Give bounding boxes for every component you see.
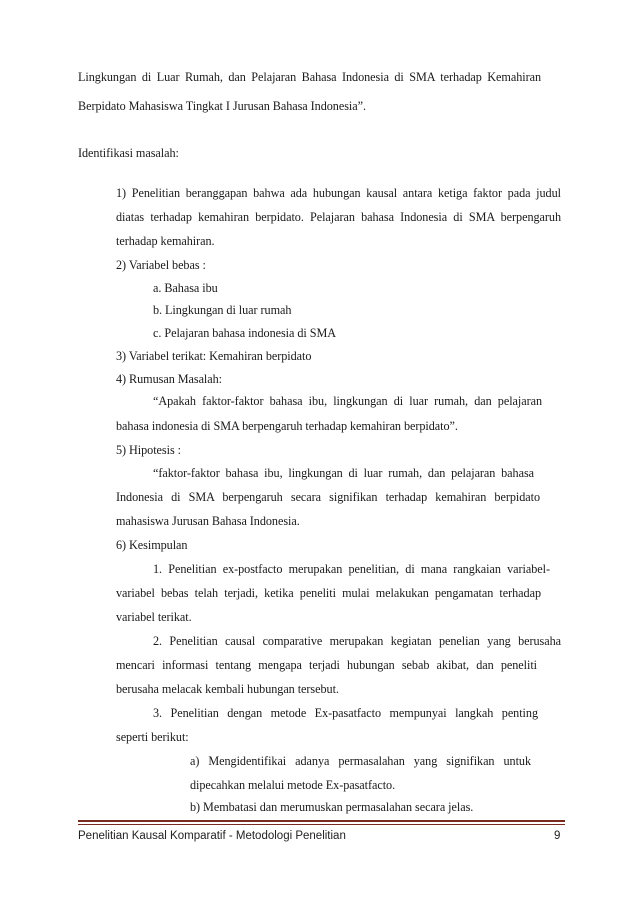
body-line-16: 6) Kesimpulan [116,538,188,552]
body-line-24: seperti berikut: [116,730,189,744]
body-line-6: b. Lingkungan di luar rumah [153,303,292,317]
body-line-8: 3) Variabel terikat: Kemahiran berpidato [116,349,312,363]
body-line-23: 3. Penelitian dengan metode Ex-pasatfacto mempunyai langkah penting [153,706,538,720]
body-line-7: c. Pelajaran bahasa indonesia di SMA [153,326,336,340]
footer-title: Penelitian Kausal Komparatif - Metodologi Penelitian [78,830,346,842]
body-line-20: 2. Penelitian causal comparative merupakan kegiatan penelian yang berusaha [153,634,561,648]
intro-line-1: Lingkungan di Luar Rumah, dan Pelajaran Bahasa Indonesia di SMA terhadap Kemahiran [78,70,541,84]
body-line-3: terhadap kemahiran. [116,234,215,248]
body-line-18: variabel bebas telah terjadi, ketika peneliti mulai melakukan pengamatan terhadap [116,586,541,600]
body-line-5: a. Bahasa ibu [153,281,218,295]
footer-rule-thin [78,824,565,825]
body-line-11: bahasa indonesia di SMA berpengaruh terhadap kemahiran berpidato”. [116,419,458,433]
body-line-22: berusaha melacak kembali hubungan tersebut. [116,682,339,696]
body-line-25: a) Mengidentifikai adanya permasalahan yang signifikan untuk [190,754,531,768]
body-line-27: b) Membatasi dan merumuskan permasalahan secara jelas. [190,800,474,814]
body-line-15: mahasiswa Jurusan Bahasa Indonesia. [116,514,300,528]
body-line-19: variabel terikat. [116,610,192,624]
intro-line-2: Berpidato Mahasiswa Tingkat I Jurusan Bahasa Indonesia”. [78,99,366,113]
body-line-10: “Apakah faktor-faktor bahasa ibu, lingkungan di luar rumah, dan pelajaran [153,394,542,408]
body-line-14: Indonesia di SMA berpengaruh secara signifikan terhadap kemahiran berpidato [116,490,540,504]
body-line-1: 1) Penelitian beranggapan bahwa ada hubungan kausal antara ketiga faktor pada judul [116,186,561,200]
body-line-13: “faktor-faktor bahasa ibu, lingkungan di luar rumah, dan pelajaran bahasa [153,466,534,480]
footer-rule-thick [78,820,565,822]
body-line-12: 5) Hipotesis : [116,443,181,457]
body-line-4: 2) Variabel bebas : [116,258,206,272]
body-line-17: 1. Penelitian ex-postfacto merupakan penelitian, di mana rangkaian variabel- [153,562,550,576]
page-number: 9 [554,830,561,842]
body-line-21: mencari informasi tentang mengapa terjadi hubungan sebab akibat, dan peneliti [116,658,537,672]
body-line-2: diatas terhadap kemahiran berpidato. Pelajaran bahasa Indonesia di SMA berpengaruh [116,210,561,224]
body-line-9: 4) Rumusan Masalah: [116,372,223,386]
section-heading: Identifikasi masalah: [78,146,179,160]
body-line-26: dipecahkan melalui metode Ex-pasatfacto. [190,778,396,792]
